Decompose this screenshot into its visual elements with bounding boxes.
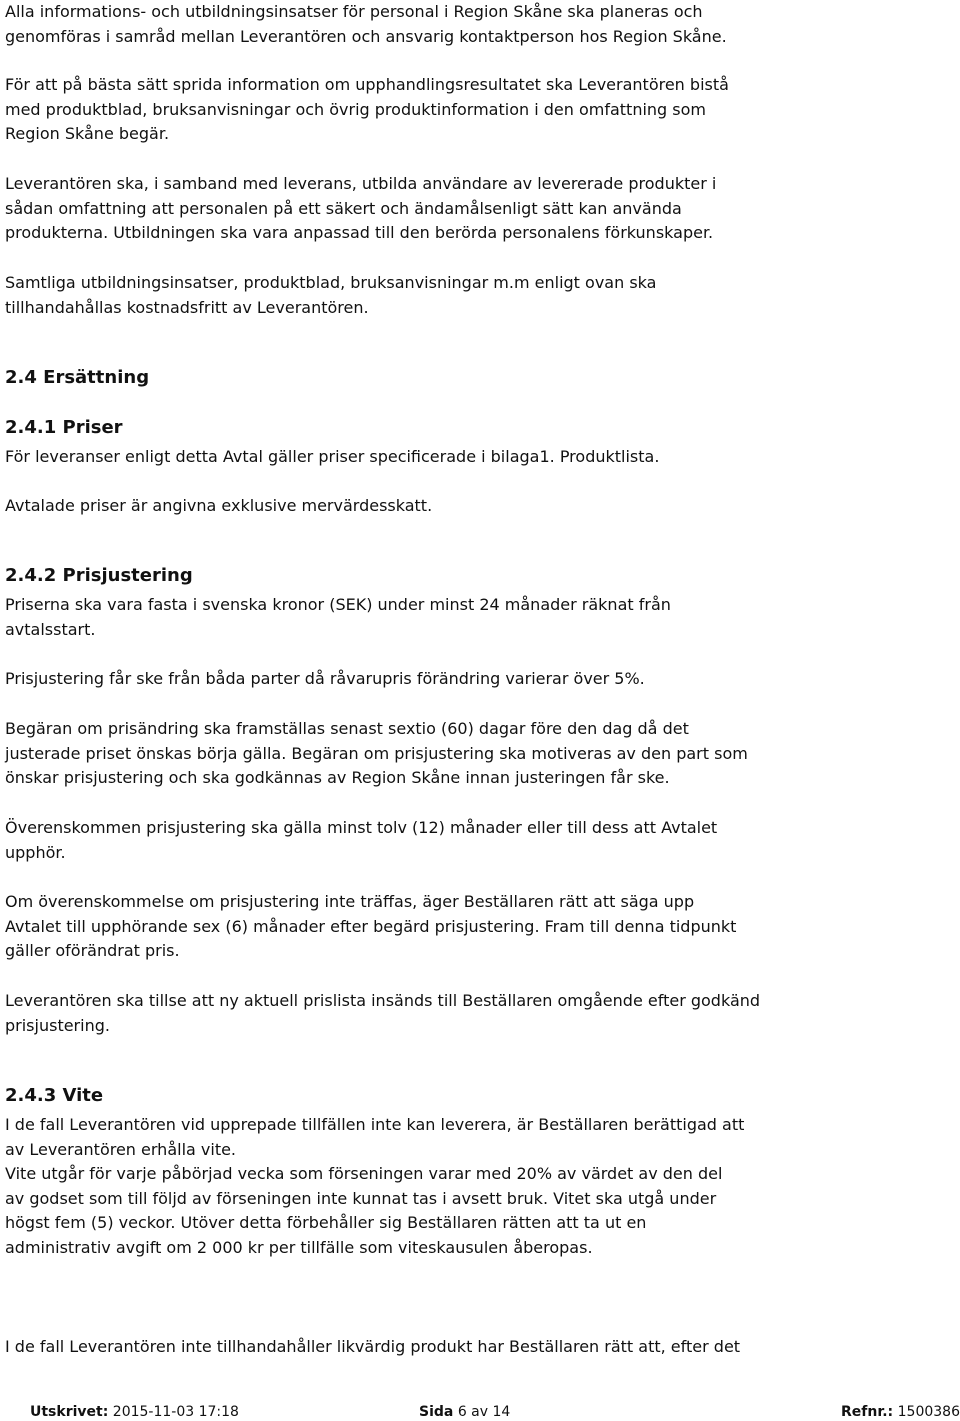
text-line: upphör. — [5, 842, 66, 862]
text-line: högst fem (5) veckor. Utöver detta förbehåller sig Beställaren rätten att ta ut en — [5, 1213, 647, 1232]
paragraph-prices — [5, 445, 659, 470]
text-line: I de fall Leverantören vid upprepade tillfällen inte kan leverera, är Beställaren berättigad att — [5, 1115, 745, 1134]
paragraph-vat — [5, 494, 432, 519]
paragraph-new-pricelist — [5, 989, 760, 1038]
text-line: produkterna. Utbildningen ska vara anpassad till den berörda personalens förkunskaper. — [5, 223, 714, 242]
text-line: tillhandahållas kostnadsfritt av Leverantören. — [5, 297, 369, 317]
text-line: Avtalade priser är angivna exklusive mervärdesskatt. — [5, 496, 433, 515]
page-value: 6 av 14 — [457, 1404, 511, 1420]
paragraph-termination — [5, 890, 736, 964]
text-line: För leveranser enligt detta Avtal gäller priser specificerade i bilaga1. Produktlista. — [5, 447, 660, 466]
paragraph-fixed-prices — [5, 593, 671, 642]
text-line: Prisjustering får ske från båda parter då råvarupris förändring varierar över 5%. — [5, 669, 645, 688]
text-line: av godset som till följd av förseningen inte kunnat tas i avsett bruk. Vitet ska utgå under — [5, 1188, 717, 1208]
text-line: justerade priset önskas börja gälla. Begäran om prisjustering ska motiveras av den part som — [5, 743, 748, 763]
text-line: I de fall Leverantören inte tillhandahåller likvärdig produkt har Beställaren rätt att, efter det — [5, 1337, 741, 1356]
text-line: Om överenskommelse om prisjustering inte träffas, äger Beställaren rätt att säga upp — [5, 892, 695, 911]
text-line: Begäran om prisändring ska framställas senast sextio (60) dagar före den dag då det — [5, 719, 689, 738]
text-line: Avtalet till upphörande sex (6) månader efter begärd prisjustering. Fram till denna tidpunkt — [5, 916, 737, 936]
text-line: Alla informations- och utbildningsinsatser för personal i Region Skåne ska planeras och — [5, 2, 703, 21]
section-heading-2-4-2: 2.4.2 Prisjustering — [5, 565, 193, 586]
page-footer — [0, 1403, 960, 1421]
paragraph-adjustment-validity — [5, 816, 717, 865]
text-line: För att på bästa sätt sprida information om upphandlingsresultatet ska Leverantören bistå — [5, 75, 729, 94]
ref-value: 1500386 — [897, 1404, 960, 1420]
paragraph-adjustment-request — [5, 717, 748, 791]
paragraph-adjustment-condition — [5, 667, 645, 692]
ref-label: Refnr.: — [841, 1404, 894, 1420]
paragraph-user-training — [5, 172, 716, 246]
text-line: sådan omfattning att personalen på ett säkert och ändamålsenligt sätt kan använda — [5, 198, 682, 218]
reference-number — [841, 1403, 960, 1421]
text-line: administrativ avgift om 2 000 kr per tillfälle som viteskausulen åberopas. — [5, 1237, 593, 1257]
text-line: genomföras i samråd mellan Leverantören och ansvarig kontaktperson hos Region Skåne. — [5, 26, 727, 46]
paragraph-equivalent-product — [5, 1335, 740, 1360]
text-line: Region Skåne begär. — [5, 124, 170, 143]
text-line: av Leverantören erhålla vite. — [5, 1139, 237, 1159]
text-line: avtalsstart. — [5, 619, 96, 639]
page-number — [419, 1403, 510, 1421]
text-line: Samtliga utbildningsinsatser, produktblad, bruksanvisningar m.m enligt ovan ska — [5, 273, 657, 292]
text-line: prisjustering. — [5, 1015, 110, 1035]
printed-date — [30, 1403, 239, 1421]
paragraph-free-of-charge — [5, 271, 656, 320]
text-line: Leverantören ska, i samband med leverans, utbilda användare av levererade produkter i — [5, 174, 717, 193]
printed-label: Utskrivet: — [30, 1404, 109, 1420]
printed-value: 2015-11-03 17:18 — [112, 1404, 239, 1420]
text-line: med produktblad, bruksanvisningar och övrig produktinformation i den omfattning som — [5, 99, 707, 119]
text-line: Vite utgår för varje påbörjad vecka som förseningen varar med 20% av värdet av den del — [5, 1164, 723, 1183]
section-heading-2-4-3: 2.4.3 Vite — [5, 1085, 104, 1106]
section-heading-2-4: 2.4 Ersättning — [5, 367, 150, 388]
text-line: Överenskommen prisjustering ska gälla minst tolv (12) månader eller till dess att Avtalet — [5, 818, 718, 837]
paragraph-information-training — [5, 0, 727, 49]
page-label: Sida — [419, 1404, 454, 1420]
text-line: Priserna ska vara fasta i svenska kronor (SEK) under minst 24 månader räknat från — [5, 595, 671, 614]
text-line: gäller oförändrat pris. — [5, 941, 180, 960]
text-line: önskar prisjustering och ska godkännas av Region Skåne innan justeringen får ske. — [5, 768, 670, 787]
text-line: Leverantören ska tillse att ny aktuell prislista insänds till Beställaren omgående efter godkänd — [5, 991, 761, 1010]
paragraph-penalty — [5, 1113, 744, 1260]
paragraph-product-information — [5, 73, 729, 147]
section-heading-2-4-1: 2.4.1 Priser — [5, 417, 123, 438]
